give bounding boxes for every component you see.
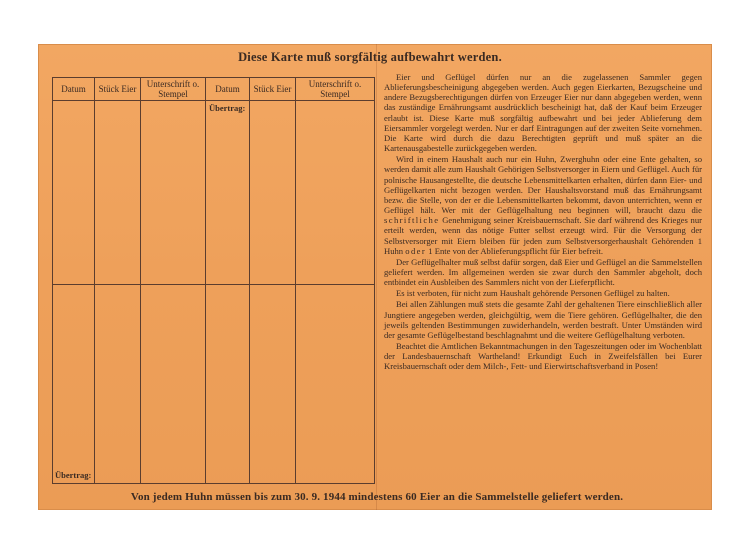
entry-cell[interactable] [296, 101, 375, 285]
table-header-row [53, 78, 375, 101]
emphasis-schriftliche: schriftliche [384, 215, 440, 226]
entry-cell[interactable] [95, 101, 141, 285]
col-stueck-eier-left: Stück Eier [95, 78, 141, 101]
entry-cell[interactable] [141, 285, 206, 484]
card-heading: Diese Karte muß sorgfältig aufbewahrt werden. [238, 50, 502, 64]
paragraph-keeper-duty: Der Geflügelhalter muß selbst dafür sorgen, daß Eier und Geflügel an die Sammelstellen geliefert werden. Im allgemeinen werden sie zwar durch den Sammler abgeholt, doch entbindet ein Ausbleiben des Sammlers nicht von der Lieferpflicht. [384, 256, 702, 288]
entry-cell[interactable] [53, 101, 95, 285]
entry-cell[interactable] [206, 285, 250, 484]
table-row [53, 101, 375, 285]
table-row [53, 285, 375, 484]
col-datum-left: Datum [53, 78, 95, 101]
col-unterschrift-right: Unterschrift o. Stempel [296, 78, 375, 101]
paragraph-counting: Bei allen Zählungen muß stets die gesamte Zahl der gehaltenen Tiere einschließlich aller Jungtiere angegeben werden, gleichgültig, wem die Tiere gehören. Geflügelhalter, die den jeweils geltenden Bestimmungen zuwiderhandeln, werden bestraft. Unter Umständen wird der gesamte Geflügelbestand beschlagnahmt und die weitere Geflügelhaltung verboten. [384, 299, 702, 340]
regulations-text [384, 72, 702, 373]
entry-cell[interactable] [95, 285, 141, 484]
delivery-log-table [52, 77, 375, 484]
card-fold-line [376, 44, 377, 510]
col-stueck-eier-right: Stück Eier [250, 78, 296, 101]
paragraph-self-supply: Wird in einem Haushalt auch nur ein Huhn, Zwerghuhn oder eine Ente gehalten, so werden damit alle zum Haushalt Gehörigen Selbstversorger in Eiern und Geflügel. Auch für polnische Hausangestellte, die deutsche Lebensmittelkarten erhalten, dürfen dann Eier- und Geflügelkarten nicht bezogen werden. Der Haushaltsvorstand muß das Ernährungsamt bezw. die Stelle, von der er die Lebensmittelkarten bekommt, davon unterrichten, wenn er Geflügel hält. Wer mit der Geflügelhaltung neu beginnen will, braucht dazu die schriftliche Genehmigung seiner Kreisbauernschaft. Sie darf während des Krieges nur erteilt werden, wenn das nötige Futter selbst erzeugt wird. Für die Versorgung der Selbstversorger mit Eiern bleiben für jeden zum Selbstversorgerhaushalt Gehörenden 1 Huhn oder 1 Ente von der Ablieferungspflicht für Eier befreit. [384, 154, 702, 256]
col-unterschrift-left: Unterschrift o. Stempel [141, 78, 206, 101]
entry-cell[interactable] [250, 101, 296, 285]
quota-footer: Von jedem Huhn müssen bis zum 30. 9. 1944 mindestens 60 Eier an die Sammelstelle geliefert werden. [130, 491, 624, 503]
paragraph-delivery: Eier und Geflügel dürfen nur an die zugelassenen Sammler gegen Ablieferungsbescheinigung abgegeben werden. Auch gegen Eierkarten, Bezugscheine und andere Bezugsberechtigungen dürfen von Erzeuger Eier nur dann abgegeben werden, wenn das zuständige Ernährungsamt ausdrücklich bescheinigt hat, daß der Kauf beim Erzeuger erlaubt ist. Diese Karte muß sorgfältig aufbewahrt und bei jeder Ablieferung dem Eiersammler vorgelegt werden. Nur er darf Eintragungen auf der zweiten Seite vornehmen. Die Karte wird durch die dazu Berechtigten geprüft und muß später an die Kartenausgabestelle zurückgegeben werden. [384, 72, 702, 154]
emphasis-oder: oder [405, 245, 427, 256]
paragraph-prohibition: Es ist verboten, für nicht zum Haushalt gehörende Personen Geflügel zu halten. [396, 288, 670, 299]
entry-cell[interactable] [141, 101, 206, 285]
entry-cell[interactable] [250, 285, 296, 484]
carry-over-label-top: Übertrag: [206, 101, 250, 285]
paragraph-announcements: Beachtet die Amtlichen Bekanntmachungen in den Tageszeitungen oder im Wochenblatt der Landesbauernschaft Wartheland! Erkundigt Euch in Zweifelsfällen bei Eurer Kreisbauernschaft oder dem Milch-, Fett- und Eierwirtschaftsverband in Posen! [384, 341, 702, 372]
col-datum-right: Datum [206, 78, 250, 101]
carry-over-label-bottom: Übertrag: [53, 285, 95, 484]
entry-cell[interactable] [296, 285, 375, 484]
